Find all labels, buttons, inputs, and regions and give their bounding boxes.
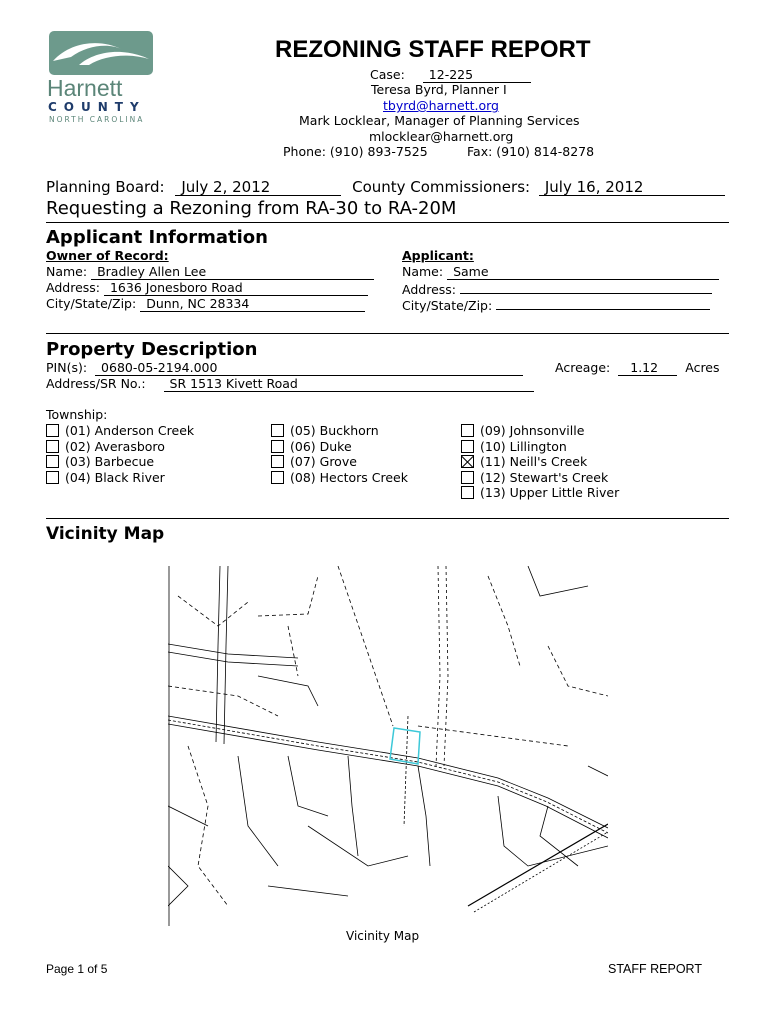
manager-email: mlocklear@harnett.org [369,129,514,144]
county-logo [47,31,155,126]
pin-label: PIN(s): [46,360,88,375]
applicant-city-field [496,296,710,310]
vicinity-map-caption: Vicinity Map [346,929,420,943]
township-option-label: (06) Duke [290,438,352,454]
pin-value: 0680-05-2194.000 [95,361,523,376]
vicinity-map [168,566,608,926]
case-number: 12-225 [423,68,531,83]
page-number: Page 1 of 5 [46,962,108,976]
case-line [370,67,531,83]
applicant-city-row [402,296,710,313]
township-option-label: (12) Stewart's Creek [480,469,609,485]
applicant-divider [46,333,729,334]
township-option[interactable] [461,454,619,470]
applicant-heading: Applicant: [402,248,474,263]
owner-heading: Owner of Record: [46,248,169,263]
acreage-label: Acreage: [555,360,611,375]
township-checkbox[interactable] [46,424,59,437]
property-section-title: Property Description [46,339,258,360]
owner-city-label: City/State/Zip: [46,296,137,311]
owner-name-label: Name: [46,264,88,279]
township-option-label: (02) Averasboro [65,438,165,454]
township-option-label: (05) Buckhorn [290,423,379,438]
logo-emblem-icon [49,31,153,75]
township-option-label: (11) Neill's Creek [480,454,588,470]
township-option-label: (09) Johnsonville [480,423,585,438]
township-option[interactable] [46,454,194,470]
property-divider [46,518,729,519]
township-option-label: (08) Hectors Creek [290,469,408,485]
township-option[interactable] [46,470,194,486]
applicant-section-title: Applicant Information [46,227,268,248]
vicinity-section-title: Vicinity Map [46,524,165,544]
applicant-name-label: Name: [402,264,444,279]
township-option[interactable] [461,439,619,455]
township-option[interactable] [271,454,408,470]
township-checkbox[interactable] [461,471,474,484]
case-label: Case: [370,67,405,82]
page-title: REZONING STAFF REPORT [275,36,591,63]
logo-name: Harnett [47,75,123,101]
logo-state: NORTH CAROLINA [49,115,145,124]
township-option[interactable] [46,423,194,439]
acreage-value: 1.12 [618,361,677,376]
township-column-2 [271,423,408,485]
township-checkbox[interactable] [46,440,59,453]
township-option-label: (10) Lillington [480,438,567,454]
township-checkbox[interactable] [46,471,59,484]
township-checkbox[interactable] [271,471,284,484]
applicant-name-field: Same [447,265,719,280]
township-option[interactable] [271,470,408,486]
township-option[interactable] [271,439,408,455]
township-option-label: (07) Grove [290,454,357,470]
township-checkbox[interactable] [461,455,474,468]
planning-board-label: Planning Board: [46,178,165,196]
acreage-unit: Acres [685,360,720,375]
phone-number: Phone: (910) 893-7525 [283,144,428,159]
township-option-label: (03) Barbecue [65,454,155,470]
planner-name: Teresa Byrd, Planner I [371,82,507,97]
township-option[interactable] [461,423,619,439]
township-label: Township: [46,407,108,422]
planner-email[interactable]: tbyrd@harnett.org [383,98,499,113]
owner-city-field: Dunn, NC 28334 [140,297,365,312]
township-checkbox[interactable] [461,486,474,499]
township-option[interactable] [271,423,408,439]
township-checkbox[interactable] [271,440,284,453]
applicant-address-label: Address: [402,282,456,297]
address-sr-label: Address/SR No.: [46,376,146,391]
township-checkbox[interactable] [461,424,474,437]
owner-address-field: 1636 Jonesboro Road [104,281,368,296]
vicinity-map-drawing [168,566,608,926]
township-checkbox[interactable] [461,440,474,453]
logo-county: COUNTY [48,100,146,114]
township-checkbox[interactable] [271,424,284,437]
meeting-dates [46,178,725,196]
commissioners-date: July 16, 2012 [539,179,725,196]
fax-number: Fax: (910) 814-8278 [467,144,595,159]
subject-parcel [390,728,420,764]
manager-name: Mark Locklear, Manager of Planning Services [299,113,580,128]
planning-board-date: July 2, 2012 [175,179,341,196]
acreage-row [555,360,720,376]
commissioners-label: County Commissioners: [352,178,531,196]
address-sr-value: SR 1513 Kivett Road [164,377,534,392]
applicant-city-label: City/State/Zip: [402,298,493,313]
footer-label: STAFF REPORT [608,962,702,976]
township-option[interactable] [461,485,619,501]
owner-name-field: Bradley Allen Lee [91,265,374,280]
owner-city-row [46,296,365,312]
request-divider [46,222,729,223]
owner-address-label: Address: [46,280,100,295]
owner-name-row [46,264,374,280]
township-option-label: (13) Upper Little River [480,485,620,501]
applicant-name-row [402,264,719,280]
applicant-address-row [402,280,712,297]
applicant-address-field [460,280,712,294]
owner-address-row [46,280,368,296]
township-option-label: (01) Anderson Creek [65,423,195,438]
township-checkbox[interactable] [271,455,284,468]
township-column-3 [461,423,619,501]
township-option[interactable] [46,439,194,455]
township-column-1 [46,423,194,485]
township-option[interactable] [461,470,619,486]
pin-row [46,360,523,376]
township-option-label: (04) Black River [65,469,165,485]
rezoning-request: Requesting a Rezoning from RA-30 to RA-20M [46,198,457,219]
address-sr-row [46,376,534,392]
township-checkbox[interactable] [46,455,59,468]
